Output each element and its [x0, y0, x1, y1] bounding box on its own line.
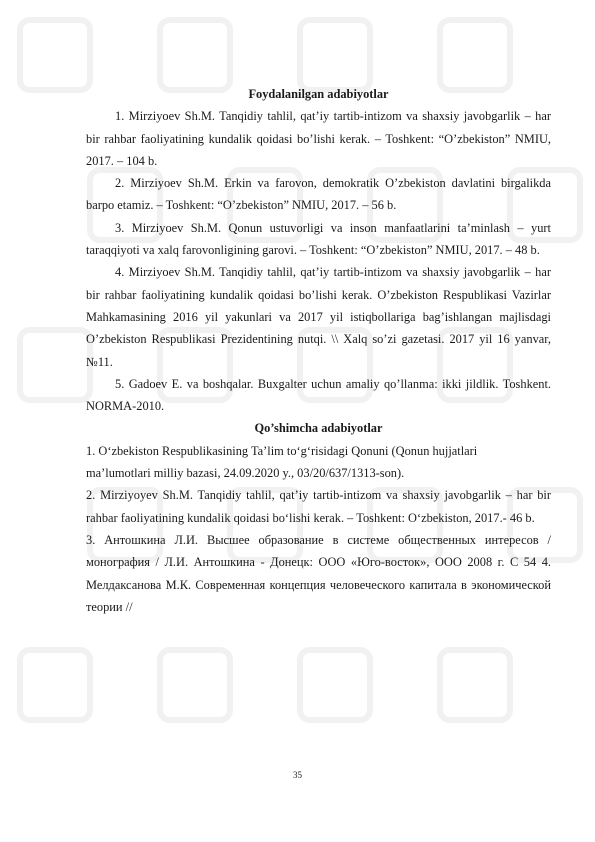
- reference-item: 4. Mirziyoev Sh.M. Tanqidiy tahlil, qat’iy tartib-intizom va shaxsiy javobgarlik – har bir rahbar faoliyatining kundalik qoidasi bo’lishi kerak. O’zbekiston Respublikasi Vazirlar Mahkamasining 2016 yil yakunlari va 2017 yil istiqbollariga bag’ishlangan majlisdagi O’zbekiston Respublikasi Prezidentining nutqi. \\ Xalq so’zi gazetasi. 2017 yil 16 yanvar, №11.: [86, 265, 551, 369]
- reference-item: 5. Gadoev E. va boshqalar. Buxgalter uchun amaliy qo’llanma: ikki jildlik. Toshkent. NORMA-2010.: [86, 376, 551, 414]
- reference-item: 3. Mirziyoev Sh.M. Qonun ustuvorligi va inson manfaatlarini ta’minlash – yurt taraqqiyoti va xalq farovonligining garovi. – Toshkent: “O’zbekiston” NMIU, 2017. – 48 b.: [86, 220, 551, 258]
- extra-reference-item: 3. Антошкина Л.И. Высшее образование в системе общественных интересов / монография / Л.И. Антошкина - Донецк: ООО «Юго-восток», ООО 2008 г. С 54 4. Мелдаксанова М.К. Современная концепция человеческого капитала в экономической теории //: [86, 532, 551, 614]
- extra-reference-continuation: ma’lumotlari milliy bazasi, 24.09.2020 y., 03/20/637/1313-son).: [86, 466, 405, 481]
- reference-item: 2. Mirziyoev Sh.M. Erkin va farovon, demokratik O’zbekiston davlatini birgalikda barpo etamiz. – Toshkent: “O’zbekiston” NMIU, 2017. – 56 b.: [86, 176, 551, 213]
- document-body: [86, 83, 551, 618]
- main-references-heading: Foydalanilgan adabiyotlar: [248, 87, 389, 101]
- extra-reference-item: 1. O‘zbekiston Respublikasining Ta’lim to‘g‘risidagi Qonuni (Qonun hujjatlari: [86, 443, 478, 458]
- extra-references-heading: Qo’shimcha adabiyotlar: [254, 421, 383, 436]
- extra-reference-item: 2. Mirziyoyev Sh.M. Tanqidiy tahlil, qat’iy tartib-intizom va shaxsiy javobgarlik – har bir rahbar faoliyatining kundalik qoidasi bo‘lishi kerak. – Toshkent: O‘zbekiston, 2017.- 46 b.: [86, 488, 551, 525]
- page-number: 35: [293, 770, 302, 780]
- reference-item: 1. Mirziyoev Sh.M. Tanqidiy tahlil, qat’iy tartib-intizom va shaxsiy javobgarlik – har bir rahbar faoliyatining kundalik qoidasi bo’lishi kerak. – Toshkent: “O’zbekiston” NMIU, 2017. – 104 b.: [86, 109, 551, 168]
